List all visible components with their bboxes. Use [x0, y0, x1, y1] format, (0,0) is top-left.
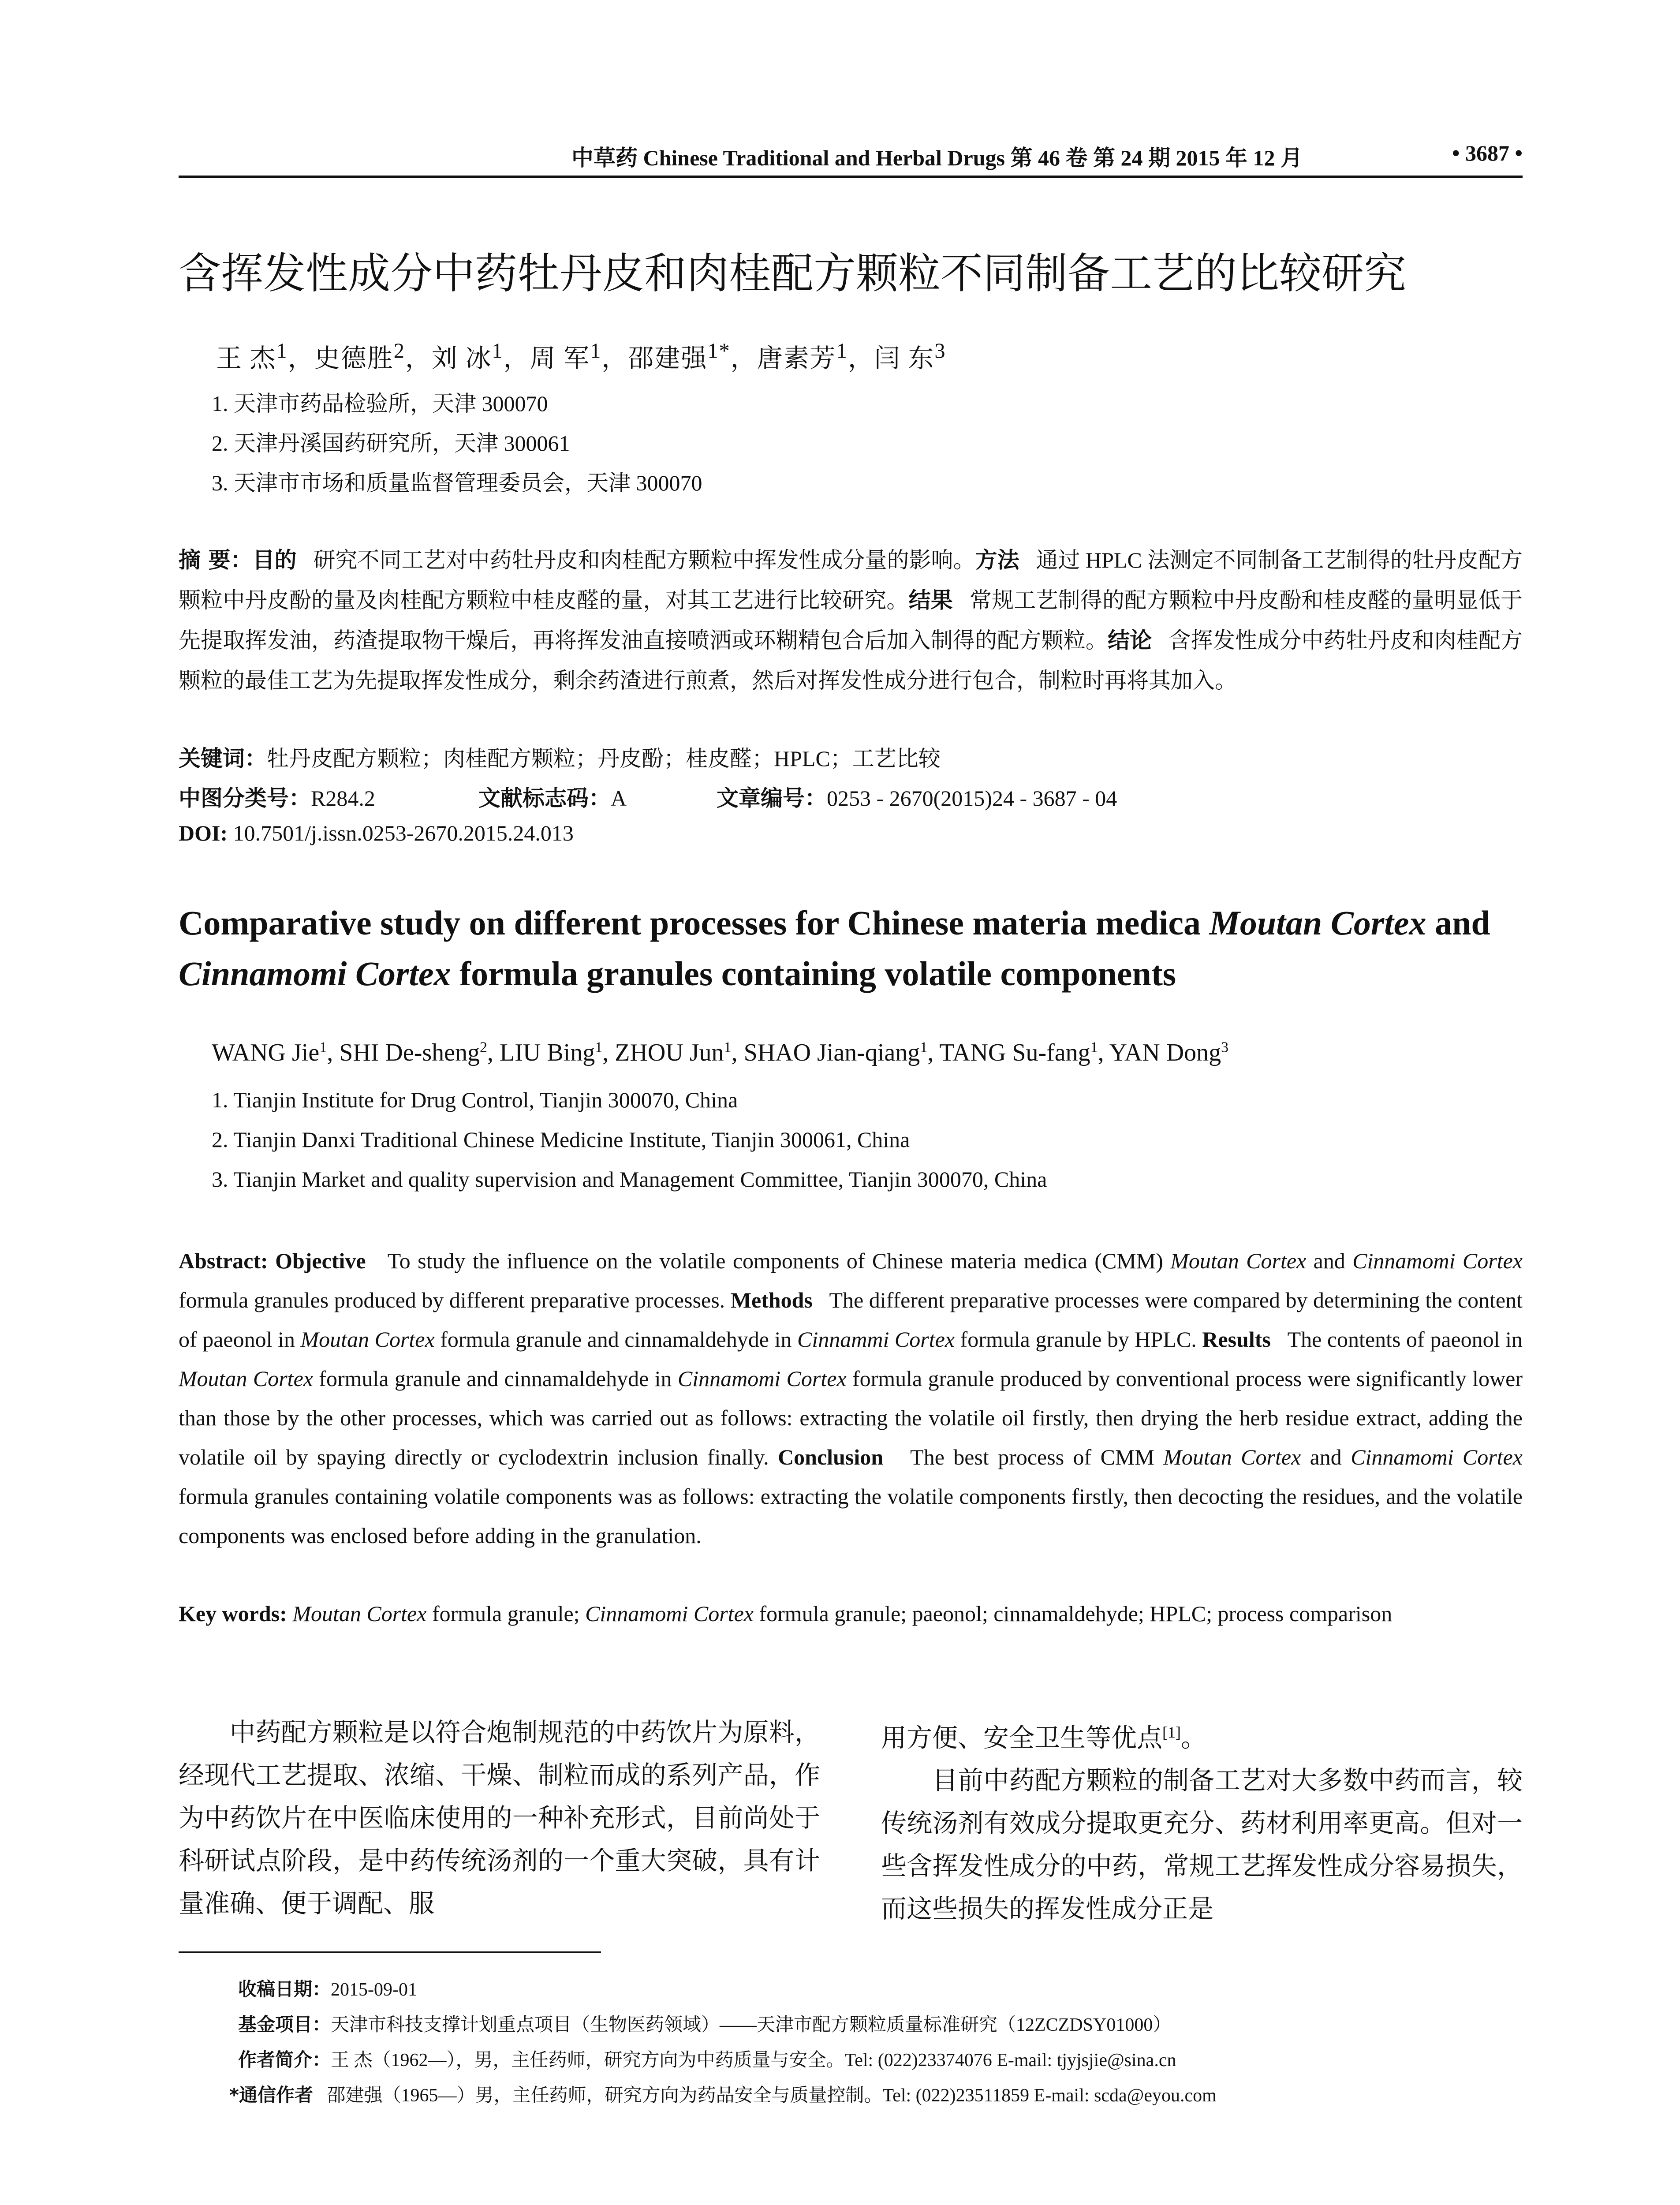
body-column-right — [881, 1711, 1523, 1930]
italic-term: Moutan Cortex — [292, 1601, 427, 1626]
italic-term: Moutan Cortex — [1170, 1248, 1307, 1273]
author-name: WANG Jie — [212, 1039, 320, 1066]
journal-header: 中草药 Chinese Traditional and Herbal Drugs 第 46 卷 第 24 期 2015 年 12 月 — [571, 146, 1303, 170]
text-run: formula granule; — [426, 1601, 586, 1626]
author-affiliation-mark: 1 — [836, 339, 848, 363]
chinese-affiliation: 1. 天津市药品检验所，天津 300070 — [212, 391, 548, 416]
text-run: formula granule and cinnamaldehyde in — [434, 1327, 797, 1352]
clc-label: 中图分类号： — [179, 785, 311, 811]
keywords-text — [292, 1601, 1392, 1626]
article-no-label: 文章编号： — [717, 785, 827, 811]
author-name: 刘 冰 — [431, 344, 492, 373]
author-name: 邵建强 — [628, 344, 708, 373]
author-bio-label: 作者简介： — [238, 2049, 331, 2070]
body-paragraph — [881, 1711, 1523, 1759]
italic-term: Cinnamomi Cortex — [1351, 1445, 1523, 1469]
methods-label: Methods — [730, 1288, 813, 1312]
text-run: formula granules produced by different preparative processes. — [179, 1288, 725, 1312]
author-affiliation-mark: 1 — [1090, 1039, 1098, 1056]
funding-label: 基金项目： — [238, 2014, 331, 2035]
author-name: 闫 东 — [874, 344, 935, 373]
conclusion-label: 结论 — [1108, 628, 1152, 653]
author-affiliation-mark: 1 — [590, 339, 602, 363]
text-run: The best process of CMM — [910, 1445, 1164, 1469]
text-run: and — [1306, 1248, 1353, 1273]
text-run: formula granule by HPLC. — [954, 1327, 1197, 1352]
author-affiliation-mark: 1 — [319, 1039, 327, 1056]
english-abstract — [179, 1241, 1523, 1555]
correspondence-label: *通信作者 — [229, 2084, 313, 2106]
author-name: LIU Bing — [500, 1039, 595, 1066]
author-name: YAN Dong — [1109, 1039, 1221, 1066]
italic-term: Cinnamomi Cortex — [677, 1366, 847, 1391]
english-affiliation: 3. Tianjin Market and quality supervision and Management Committee, Tianjin 300070, China — [212, 1167, 1047, 1192]
text-run: The contents of paeonol in — [1287, 1327, 1523, 1352]
english-affiliation: 1. Tianjin Institute for Drug Control, Tianjin 300070, China — [212, 1088, 738, 1112]
text-run: Comparative study on different processes for Chinese materia medica — [179, 904, 1210, 942]
author-affiliation-mark: 2 — [480, 1039, 488, 1056]
author-affiliation-mark: 3 — [934, 339, 946, 363]
results-label: Results — [1202, 1327, 1271, 1352]
chinese-abstract — [179, 540, 1523, 701]
italic-term: Cinnamomi Cortex — [1352, 1248, 1523, 1273]
author-affiliation-mark: 1 — [595, 1039, 603, 1056]
italic-term: Cinnamomi Cortex — [179, 954, 451, 993]
footnote-received — [238, 1975, 417, 2001]
keywords-label: Key words: — [179, 1601, 287, 1626]
text-run: The different preparative processes were compared by determining the content of paeonol in — [179, 1288, 1523, 1352]
english-title — [179, 897, 1523, 999]
funding-text: 天津市科技支撑计划重点项目（生物医药领域）——天津市配方颗粒质量标准研究（12ZCZDSY01000） — [331, 2015, 1172, 2035]
text-run: and — [1426, 904, 1490, 942]
chinese-affiliation: 2. 天津丹溪国药研究所，天津 300061 — [212, 431, 570, 456]
author-affiliation-mark: 1 — [276, 339, 288, 363]
italic-term: Moutan Cortex — [300, 1327, 435, 1352]
italic-term: Moutan Cortex — [179, 1366, 313, 1391]
author-affiliation-mark: 1 — [724, 1039, 732, 1056]
author-affiliation-mark: 2 — [393, 339, 405, 363]
clc-code: R284.2 — [311, 786, 375, 811]
received-label: 收稿日期： — [238, 1978, 331, 2000]
author-affiliation-mark: 3 — [1221, 1039, 1229, 1056]
body-paragraph: 中药配方颗粒是以符合炮制规范的中药饮片为原料，经现代工艺提取、浓缩、干燥、制粒而成的系列产品，作为中药饮片在中医临床使用的一种补充形式，目前尚处于科研试点阶段，是中药传统汤剂的一个重大突破，具有计量准确、便于调配、服 — [179, 1718, 820, 1918]
footnote-funding — [238, 2010, 1171, 2037]
author-bio-text: 王 杰（1962—），男，主任药师，研究方向为中药质量与安全。Tel: (022)23374076 E-mail: tjyjsjie@sina.cn — [331, 2050, 1176, 2070]
correspondence-text: 邵建强（1965—）男，主任药师，研究方向为药品安全与质量控制。Tel: (022)23511859 E-mail: scda@eyou.com — [327, 2085, 1217, 2106]
keywords-label: 关键词： — [179, 746, 267, 771]
author-name: 王 杰 — [216, 344, 276, 373]
results-label: 结果 — [908, 587, 953, 613]
citation-ref[interactable]: [1] — [1162, 1723, 1181, 1741]
english-keywords — [179, 1594, 1523, 1633]
italic-term: Cinnammi Cortex — [797, 1327, 955, 1352]
methods-label: 方法 — [975, 547, 1019, 573]
footnote-rule — [179, 1951, 601, 1953]
objective-label: 目的 — [252, 547, 297, 573]
text-run: formula granule and cinnamaldehyde in — [313, 1366, 678, 1391]
chinese-affiliation: 3. 天津市市场和质量监督管理委员会，天津 300070 — [212, 471, 702, 495]
doi-link[interactable]: 10.7501/j.issn.0253-2670.2015.24.013 — [233, 821, 574, 845]
page-number: • 3687 • — [1452, 141, 1523, 165]
article-no: 0253 - 2670(2015)24 - 3687 - 04 — [827, 786, 1117, 811]
abstract-label: Abstract: — [179, 1248, 268, 1273]
text-run: formula granules containing volatile components was as follows: extracting the volatile components firstly, then decocting the residues, and the volatile components was enclosed before adding in the granulation. — [179, 1484, 1523, 1548]
paragraph-end: 。 — [1181, 1723, 1207, 1753]
chinese-title: 含挥发性成分中药牡丹皮和肉桂配方颗粒不同制备工艺的比较研究 — [179, 249, 1406, 298]
text-run: formula granules containing volatile components — [451, 954, 1176, 993]
keywords-text: 牡丹皮配方颗粒；肉桂配方颗粒；丹皮酚；桂皮醛；HPLC；工艺比较 — [267, 746, 941, 771]
footnote-author-bio — [238, 2045, 1176, 2072]
chinese-authors: 王 杰$^1$，史德胜$^2$，刘 冰$^1$，周 军$^1$，邵建强$^{1*}$，唐素芳$^1$，闫 东$^3$ — [216, 339, 946, 373]
italic-term: Moutan Cortex — [1163, 1445, 1301, 1469]
footnote-correspondence — [229, 2081, 1217, 2107]
abstract-label: 摘 要： — [179, 547, 253, 573]
paragraph-text: 用方便、安全卫生等优点 — [881, 1723, 1163, 1753]
text-run: formula granule produced by conventional process were significantly lower than those by the other processes, which was carried out as follows: extracting the volatile oil firstly, then drying the herb residue extract, adding the volatile oil by spaying directly or cyclodextrin inclusion finally. — [179, 1366, 1523, 1469]
doc-code: A — [611, 786, 627, 811]
conclusion-label: Conclusion — [778, 1445, 884, 1469]
author-name: 唐素芳 — [757, 344, 836, 373]
header-rule — [179, 176, 1523, 178]
english-affiliation: 2. Tianjin Danxi Traditional Chinese Medicine Institute, Tianjin 300061, China — [212, 1127, 910, 1152]
author-name: TANG Su-fang — [939, 1039, 1090, 1066]
text-run: To study the influence on the volatile components of Chinese materia medica (CMM) — [387, 1248, 1171, 1273]
english-authors: WANG Jie$^1$, SHI De-sheng$^2$, LIU Bing$^1$, ZHOU Jun$^1$, SHAO Jian-qiang$^1$, TANG Su-fang$^1$, YAN Dong$^3$ — [212, 1039, 1229, 1066]
methods-text: 通过 HPLC 法测定不同制备工艺制得的牡丹皮配方颗粒中丹皮酚的量及肉桂配方颗粒中桂皮醛的量，对其工艺进行比较研究。 — [179, 548, 1523, 613]
author-name: 周 军 — [530, 344, 590, 373]
text-run: and — [1301, 1445, 1351, 1469]
doi-label: DOI: — [179, 821, 228, 845]
author-name: 史德胜 — [314, 344, 394, 373]
conclusion-text: 含挥发性成分中药牡丹皮和肉桂配方颗粒的最佳工艺为先提取挥发性成分，剩余药渣进行煎煮，然后对挥发性成分进行包合，制粒时再将其加入。 — [179, 628, 1523, 693]
author-affiliation-mark: 1* — [707, 339, 731, 363]
italic-term: Cinnamomi Cortex — [585, 1601, 754, 1626]
doc-code-label: 文献标志码： — [478, 785, 611, 811]
author-name: SHAO Jian-qiang — [743, 1039, 920, 1066]
body-column-left — [179, 1711, 820, 1925]
chinese-keywords — [179, 741, 1523, 773]
results-text: 常规工艺制得的配方颗粒中丹皮酚和桂皮醛的量明显低于先提取挥发油，药渣提取物干燥后，再将挥发油直接喷洒或环糊精包合后加入制得的配方颗粒。 — [179, 588, 1523, 653]
author-affiliation-mark: 1 — [920, 1039, 928, 1056]
body-paragraph: 目前中药配方颗粒的制备工艺对大多数中药而言，较传统汤剂有效成分提取更充分、药材利用率更高。但对一些含挥发性成分的中药，常规工艺挥发性成分容易损失，而这些损失的挥发性成分正是 — [881, 1766, 1523, 1924]
received-date: 2015-09-01 — [331, 1980, 417, 2000]
author-name: SHI De-sheng — [339, 1039, 480, 1066]
objective-label: Objective — [275, 1248, 366, 1273]
doi-line — [179, 820, 574, 846]
classification-line — [179, 781, 1523, 812]
author-affiliation-mark: 1 — [492, 339, 504, 363]
author-name: ZHOU Jun — [615, 1039, 724, 1066]
running-header — [179, 140, 1523, 176]
italic-term: Moutan Cortex — [1209, 904, 1426, 942]
text-run: formula granule; paeonol; cinnamaldehyde; HPLC; process comparison — [754, 1601, 1393, 1626]
objective-text: 研究不同工艺对中药牡丹皮和肉桂配方颗粒中挥发性成分量的影响。 — [313, 548, 975, 572]
